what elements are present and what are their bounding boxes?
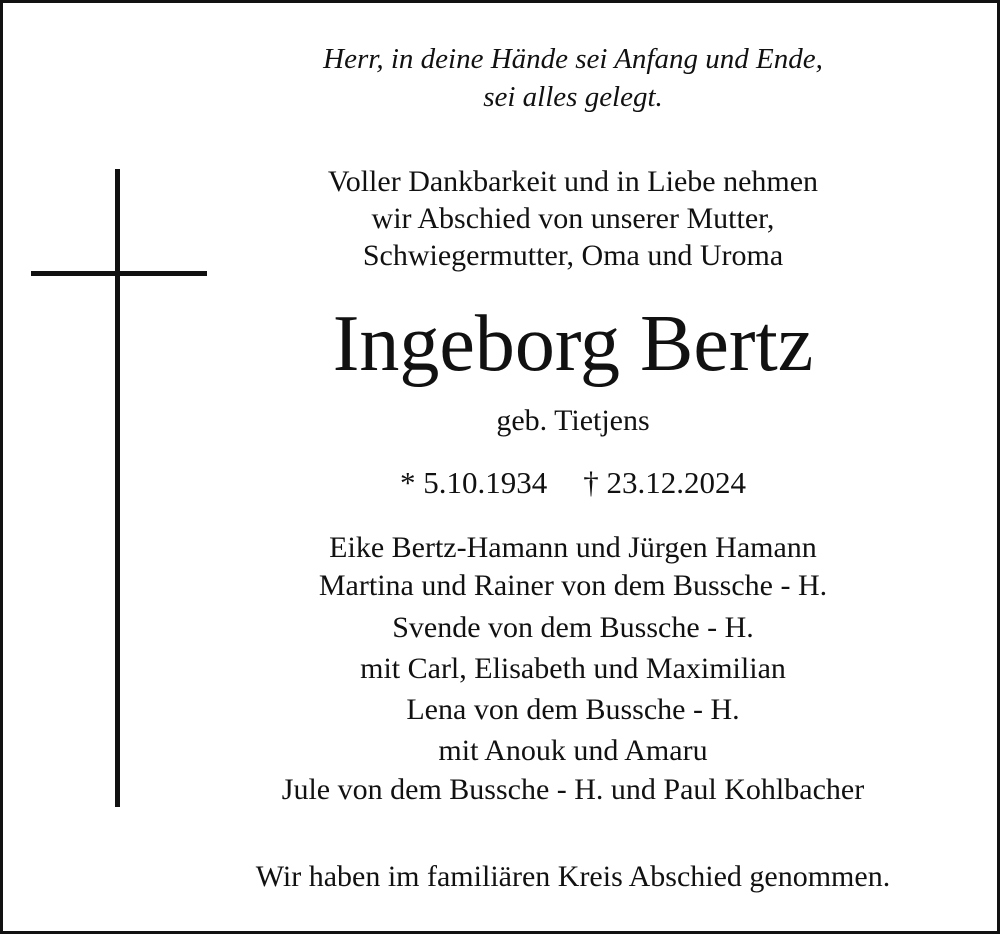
intro-line-1: Voller Dankbarkeit und in Liebe nehmen xyxy=(327,165,819,198)
life-dates xyxy=(73,464,1000,502)
intro-line-3: Schwiegermutter, Oma und Uroma xyxy=(362,239,784,272)
family-line-7: Jule von dem Bussche - H. und Paul Kohlbacher xyxy=(281,773,865,806)
family-line-3: Svende von dem Bussche - H. xyxy=(392,611,754,644)
family-line-2: Martina und Rainer von dem Bussche - H. xyxy=(318,569,828,602)
birth-date: * 5.10.1934 xyxy=(400,465,548,500)
motto-line-2: sei alles gelegt. xyxy=(483,81,663,113)
intro-line-2: wir Abschied von unserer Mutter, xyxy=(371,202,775,235)
deceased-name: Ingeborg Bertz xyxy=(332,300,814,388)
family-line-5: Lena von dem Bussche - H. xyxy=(406,693,740,726)
motto-line-1: Herr, in deine Hände sei Anfang und Ende, xyxy=(323,43,823,75)
maiden-name: geb. Tietjens xyxy=(496,404,650,437)
family-line-6: mit Anouk und Amaru xyxy=(438,734,708,767)
family-line-1: Eike Bertz-Hamann und Jürgen Hamann xyxy=(329,531,817,564)
family-line-4: mit Carl, Elisabeth und Maximilian xyxy=(360,652,786,685)
death-date: † 23.12.2024 xyxy=(583,465,746,500)
closing-statement: Wir haben im familiären Kreis Abschied genommen. xyxy=(255,860,891,893)
